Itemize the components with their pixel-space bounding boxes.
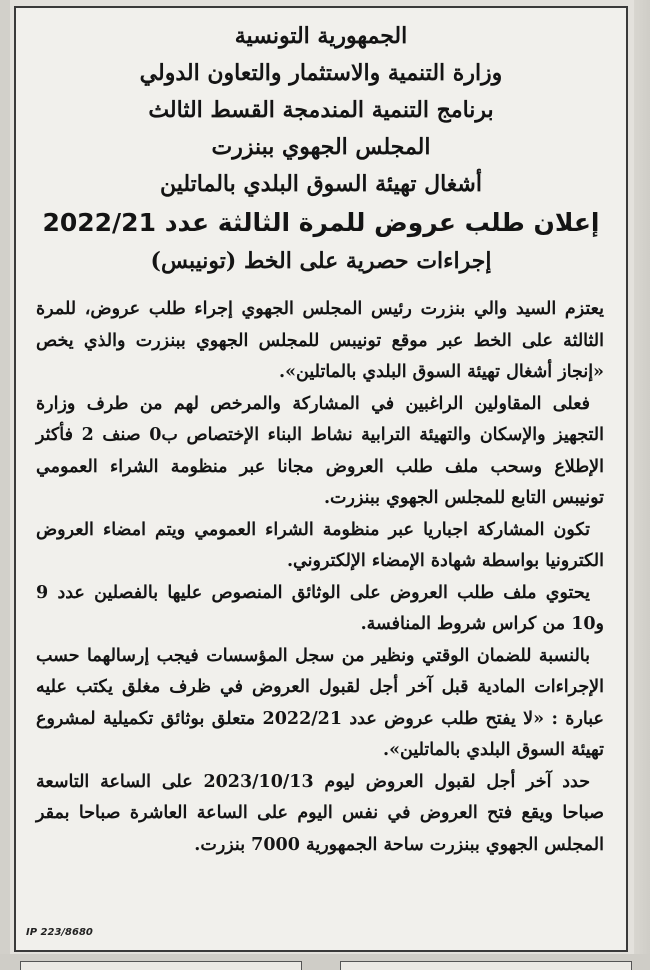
header-council: المجلس الجهوي ببنزرت bbox=[211, 134, 431, 160]
header-ministry: وزارة التنمية والاستثمار والتعاون الدولي bbox=[139, 60, 503, 86]
notice-subtitle: إجراءات حصرية على الخط (تونيبس) bbox=[150, 248, 492, 274]
page-margin-left bbox=[0, 0, 10, 970]
adjacent-ad-right bbox=[340, 961, 632, 970]
header-republic: الجمهورية التونسية bbox=[234, 23, 408, 49]
tender-notice bbox=[14, 6, 628, 952]
paragraph-participation: تكون المشاركة اجباريا عبر منظومة الشراء العمومي ويتم امضاء العروض الكترونيا بواسطة شهادة الإمضاء الإلكتروني. bbox=[36, 519, 604, 571]
paragraph-intro: يعتزم السيد والي بنزرت رئيس المجلس الجهوي إجراء طلب عروض، للمرة الثالثة على الخط عبر موقع تونيبس للمجلس الجهوي ببنزرت والذي يخص «إنجاز أشغال تهيئة السوق البلدي بالماتلين». bbox=[36, 299, 604, 382]
paragraph-documents: يحتوي ملف طلب العروض على الوثائق المنصوص عليها بالفصلين عدد 9 و10 من كراس شروط المنافسة. bbox=[36, 582, 604, 634]
paragraph-guarantee: بالنسبة للضمان الوقتي ونظير من سجل المؤسسات فيجب إرسالهما حسب الإجراءات المادية قبل آخر أجل لقبول العروض في ظرف مغلق يكتب عليه عبارة : «لا يفتح طلب عروض عدد 2022/21 متعلق بوثائق تكميلية لمشروع تهيئة السوق البلدي بالماتلين». bbox=[36, 645, 604, 760]
paragraph-deadline: حدد آخر أجل لقبول العروض ليوم 2023/10/13 على الساعة التاسعة صباحا ويقع فتح العروض في نفس اليوم على الساعة العاشرة صباحا بمقر المجلس الجهوي ببنزرت ساحة الجمهورية 7000 بنزرت. bbox=[36, 771, 604, 855]
notice-title: إعلان طلب عروض للمرة الثالثة عدد 2022/21 bbox=[42, 208, 600, 237]
page-margin-right bbox=[634, 0, 650, 970]
adjacent-ad-left bbox=[20, 961, 302, 970]
paragraph-eligibility: فعلى المقاولين الراغبين في المشاركة والمرخص لهم من طرف وزارة التجهيز والإسكان والتهيئة الترابية نشاط البناء الإختصاص ب0 صنف 2 فأكثر الإطلاع وسحب ملف طلب العروض مجانا عبر منظومة الشراء العمومي تونيبس التابع للمجلس الجهوي ببنزرت. bbox=[36, 393, 604, 508]
notice-header bbox=[16, 18, 626, 280]
header-program: برنامج التنمية المندمجة القسط الثالث bbox=[148, 97, 494, 123]
publication-reference: IP 223/8680 bbox=[26, 927, 93, 938]
notice-body bbox=[16, 294, 626, 861]
header-project: أشغال تهيئة السوق البلدي بالماتلين bbox=[160, 171, 482, 197]
